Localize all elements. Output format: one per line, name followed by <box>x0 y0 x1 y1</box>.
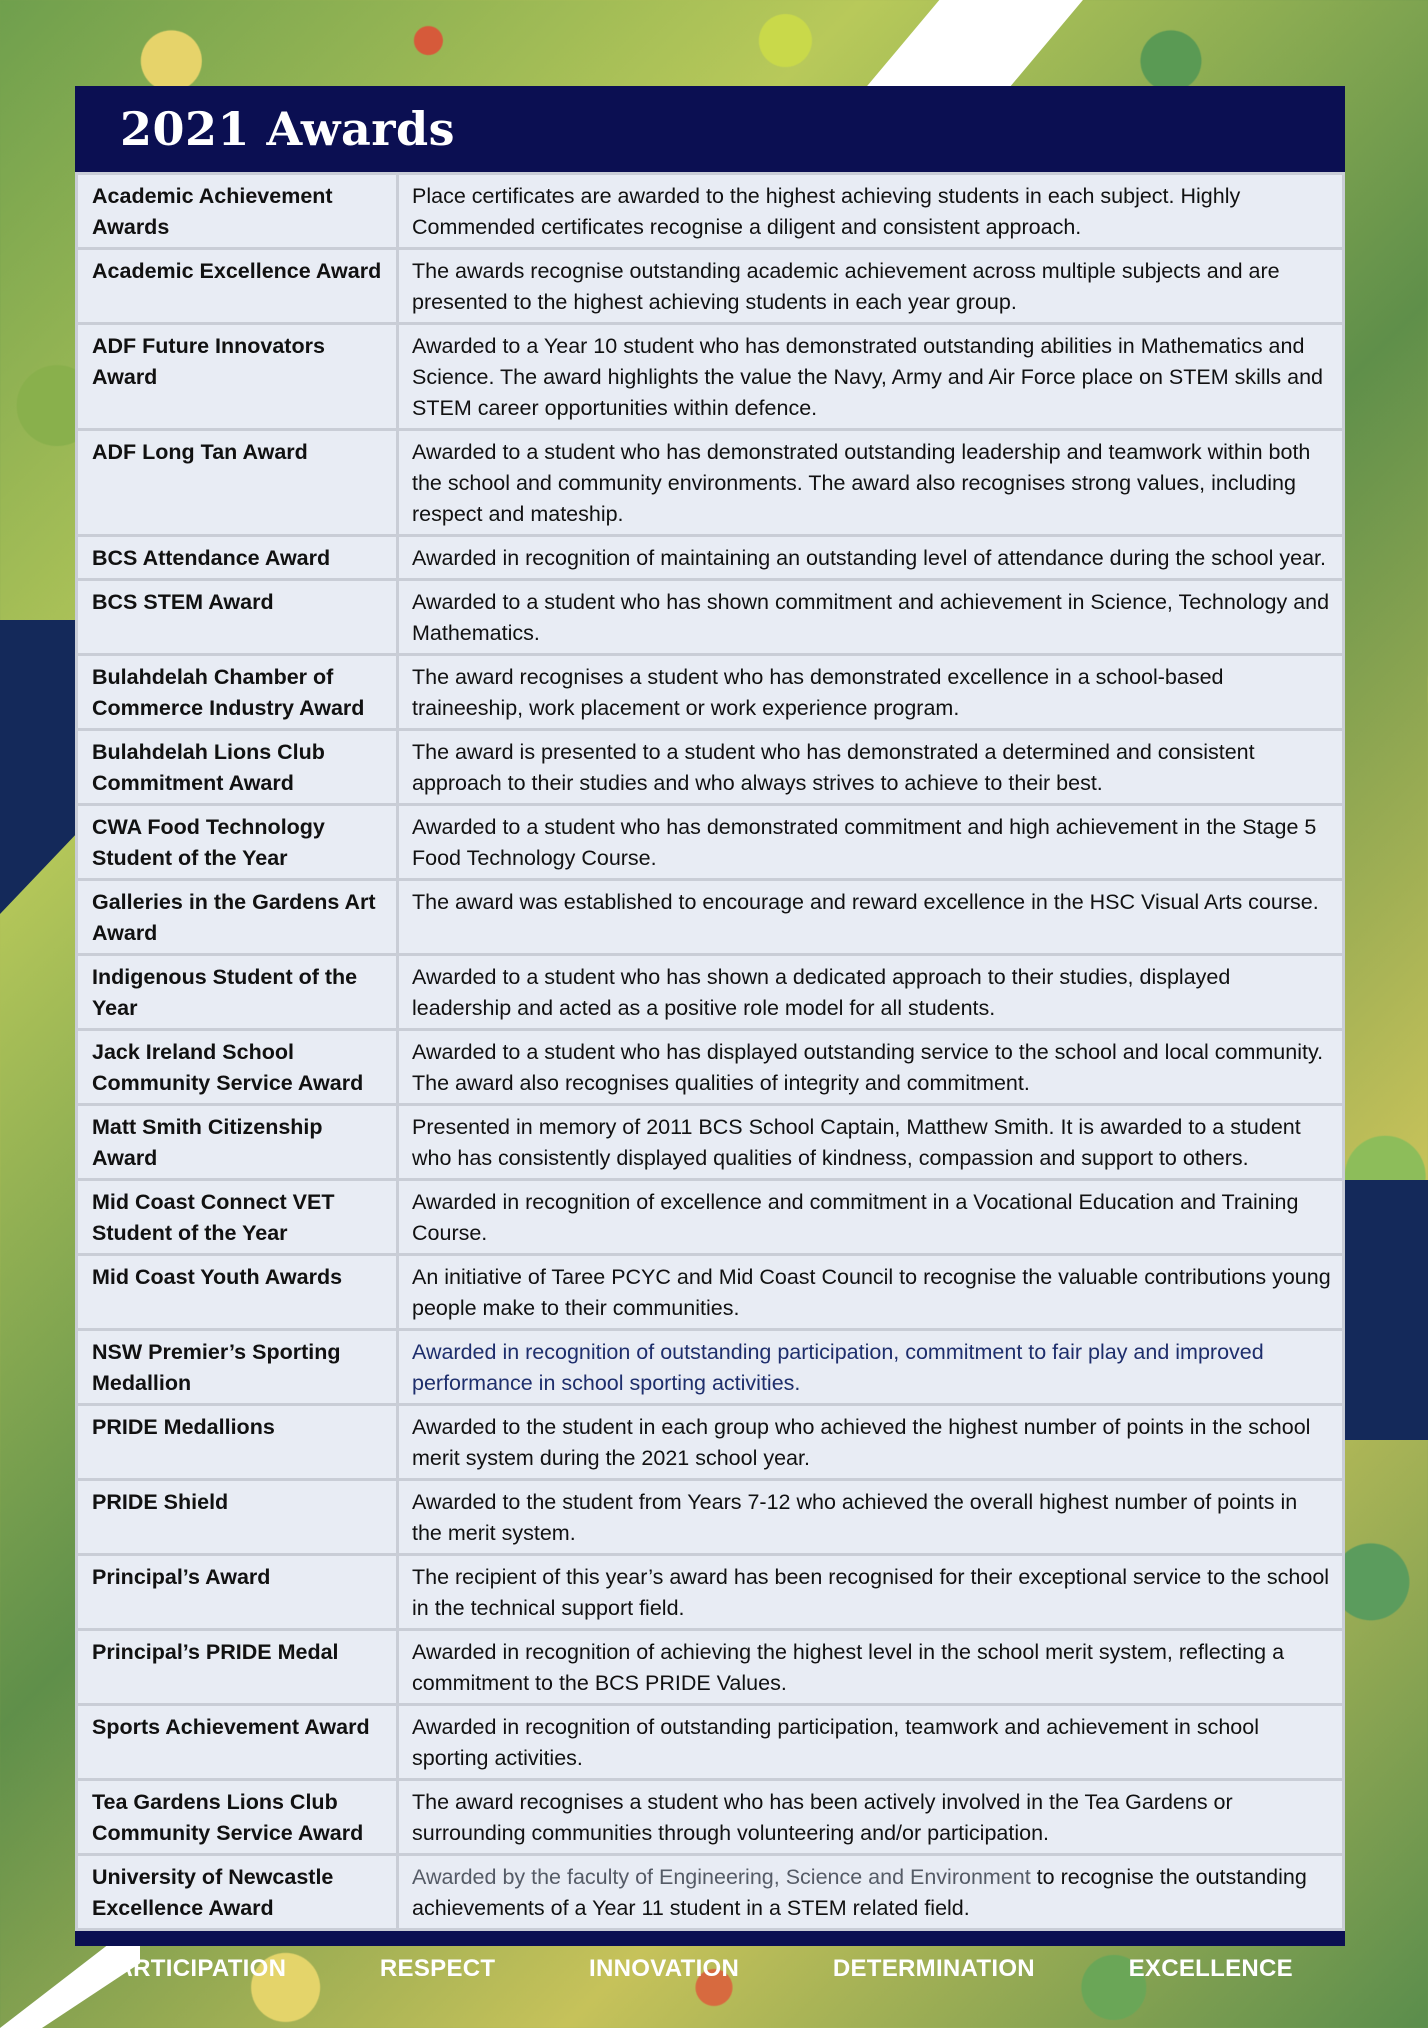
award-name: Matt Smith Citizenship Award <box>77 1105 398 1180</box>
award-name: Jack Ireland School Community Service Award <box>77 1030 398 1105</box>
award-description: Awarded to a student who has shown commitment and achievement in Science, Technology and Mathematics. <box>398 580 1344 655</box>
award-description <box>398 1855 1344 1930</box>
table-row <box>77 536 1344 580</box>
footer-value-participation: PARTICIPATION <box>101 1955 287 1982</box>
table-row <box>77 1855 1344 1930</box>
table-row <box>77 580 1344 655</box>
award-description: Awarded to a student who has demonstrated outstanding leadership and teamwork within both the school and community environments. The award also recognises strong values, including respect and mateship. <box>398 430 1344 536</box>
footer-value-determination: DETERMINATION <box>832 1955 1035 1982</box>
table-row <box>77 1555 1344 1630</box>
award-name: PRIDE Shield <box>77 1480 398 1555</box>
award-name: Principal’s PRIDE Medal <box>77 1630 398 1705</box>
award-description: Awarded to the student from Years 7-12 who achieved the overall highest number of points in the merit system. <box>398 1480 1344 1555</box>
award-description: Awarded in recognition of achieving the highest level in the school merit system, reflecting a commitment to the BCS PRIDE Values. <box>398 1630 1344 1705</box>
table-row <box>77 1330 1344 1405</box>
award-description: Awarded in recognition of outstanding participation, teamwork and achievement in school sporting activities. <box>398 1705 1344 1780</box>
award-description: The award was established to encourage and reward excellence in the HSC Visual Arts course. <box>398 880 1344 955</box>
award-name: Bulahdelah Lions Club Commitment Award <box>77 730 398 805</box>
award-name: Indigenous Student of the Year <box>77 955 398 1030</box>
award-name: Mid Coast Connect VET Student of the Year <box>77 1180 398 1255</box>
award-description: Awarded in recognition of maintaining an outstanding level of attendance during the school year. <box>398 536 1344 580</box>
award-description: The award is presented to a student who has demonstrated a determined and consistent approach to their studies and who always strives to achieve to their best. <box>398 730 1344 805</box>
page-title: 2021 Awards <box>120 102 456 156</box>
award-description: Awarded to a Year 10 student who has demonstrated outstanding abilities in Mathematics and Science. The award highlights the value the Navy, Army and Air Force place on STEM skills and STEM career opportunities within defence. <box>398 324 1344 430</box>
award-description: Awarded to a student who has demonstrated commitment and high achievement in the Stage 5 Food Technology Course. <box>398 805 1344 880</box>
table-row <box>77 1405 1344 1480</box>
table-row <box>77 655 1344 730</box>
table-row <box>77 1480 1344 1555</box>
award-name: ADF Future Innovators Award <box>77 324 398 430</box>
awards-table-body <box>77 174 1344 1930</box>
award-description: Awarded to a student who has displayed outstanding service to the school and local community. The award also recognises qualities of integrity and commitment. <box>398 1030 1344 1105</box>
award-name: PRIDE Medallions <box>77 1405 398 1480</box>
table-row <box>77 1105 1344 1180</box>
award-name: BCS Attendance Award <box>77 536 398 580</box>
diagonal-navy-band-right <box>1340 1180 1428 1440</box>
table-row <box>77 955 1344 1030</box>
award-description: The award recognises a student who has been actively involved in the Tea Gardens or surrounding communities through volunteering and/or participation. <box>398 1780 1344 1855</box>
table-row <box>77 880 1344 955</box>
table-row <box>77 730 1344 805</box>
award-description-prefix: Awarded by the faculty of Engineering, Science and Environment <box>412 1865 1031 1889</box>
award-description: The awards recognise outstanding academic achievement across multiple subjects and are presented to the highest achieving students in each year group. <box>398 249 1344 324</box>
values-footer <box>75 1931 1345 2007</box>
table-row <box>77 249 1344 324</box>
footer-value-excellence: EXCELLENCE <box>1128 1955 1293 1982</box>
table-row <box>77 324 1344 430</box>
awards-panel <box>75 86 1345 1982</box>
table-row <box>77 1180 1344 1255</box>
award-name: Sports Achievement Award <box>77 1705 398 1780</box>
award-name: NSW Premier’s Sporting Medallion <box>77 1330 398 1405</box>
award-name: Tea Gardens Lions Club Community Service Award <box>77 1780 398 1855</box>
award-description: Place certificates are awarded to the highest achieving students in each subject. Highly Commended certificates recognise a diligent and consistent approach. <box>398 174 1344 249</box>
award-name: Galleries in the Gardens Art Award <box>77 880 398 955</box>
award-description: An initiative of Taree PCYC and Mid Coast Council to recognise the valuable contributions young people make to their communities. <box>398 1255 1344 1330</box>
award-name: Bulahdelah Chamber of Commerce Industry Award <box>77 655 398 730</box>
award-description: Awarded to the student in each group who achieved the highest number of points in the school merit system during the 2021 school year. <box>398 1405 1344 1480</box>
title-bar <box>75 86 1345 172</box>
award-description-text: to recognise the outstanding achievements of a Year 11 student in a STEM related field. <box>412 1865 1307 1920</box>
award-description: Awarded in recognition of excellence and commitment in a Vocational Education and Training Course. <box>398 1180 1344 1255</box>
table-row <box>77 430 1344 536</box>
award-name: Academic Excellence Award <box>77 249 398 324</box>
footer-value-innovation: INNOVATION <box>589 1955 740 1982</box>
award-name: ADF Long Tan Award <box>77 430 398 536</box>
awards-table <box>75 172 1345 1931</box>
award-name: BCS STEM Award <box>77 580 398 655</box>
table-row <box>77 1030 1344 1105</box>
award-description: The recipient of this year’s award has been recognised for their exceptional service to the school in the technical support field. <box>398 1555 1344 1630</box>
award-name: University of Newcastle Excellence Award <box>77 1855 398 1930</box>
award-description: Awarded to a student who has shown a dedicated approach to their studies, displayed leadership and acted as a positive role model for all students. <box>398 955 1344 1030</box>
award-name: Academic Achievement Awards <box>77 174 398 249</box>
award-description: The award recognises a student who has demonstrated excellence in a school-based traineeship, work placement or work experience program. <box>398 655 1344 730</box>
award-name: CWA Food Technology Student of the Year <box>77 805 398 880</box>
table-row <box>77 805 1344 880</box>
table-row <box>77 1255 1344 1330</box>
award-description: Awarded in recognition of outstanding participation, commitment to fair play and improved performance in school sporting activities. <box>398 1330 1344 1405</box>
award-name: Mid Coast Youth Awards <box>77 1255 398 1330</box>
table-row <box>77 1780 1344 1855</box>
table-row <box>77 174 1344 249</box>
award-description: Presented in memory of 2011 BCS School Captain, Matthew Smith. It is awarded to a student who has consistently displayed qualities of kindness, compassion and support to others. <box>398 1105 1344 1180</box>
table-row <box>77 1705 1344 1780</box>
table-row <box>77 1630 1344 1705</box>
footer-value-respect: RESPECT <box>379 1955 496 1982</box>
award-name: Principal’s Award <box>77 1555 398 1630</box>
